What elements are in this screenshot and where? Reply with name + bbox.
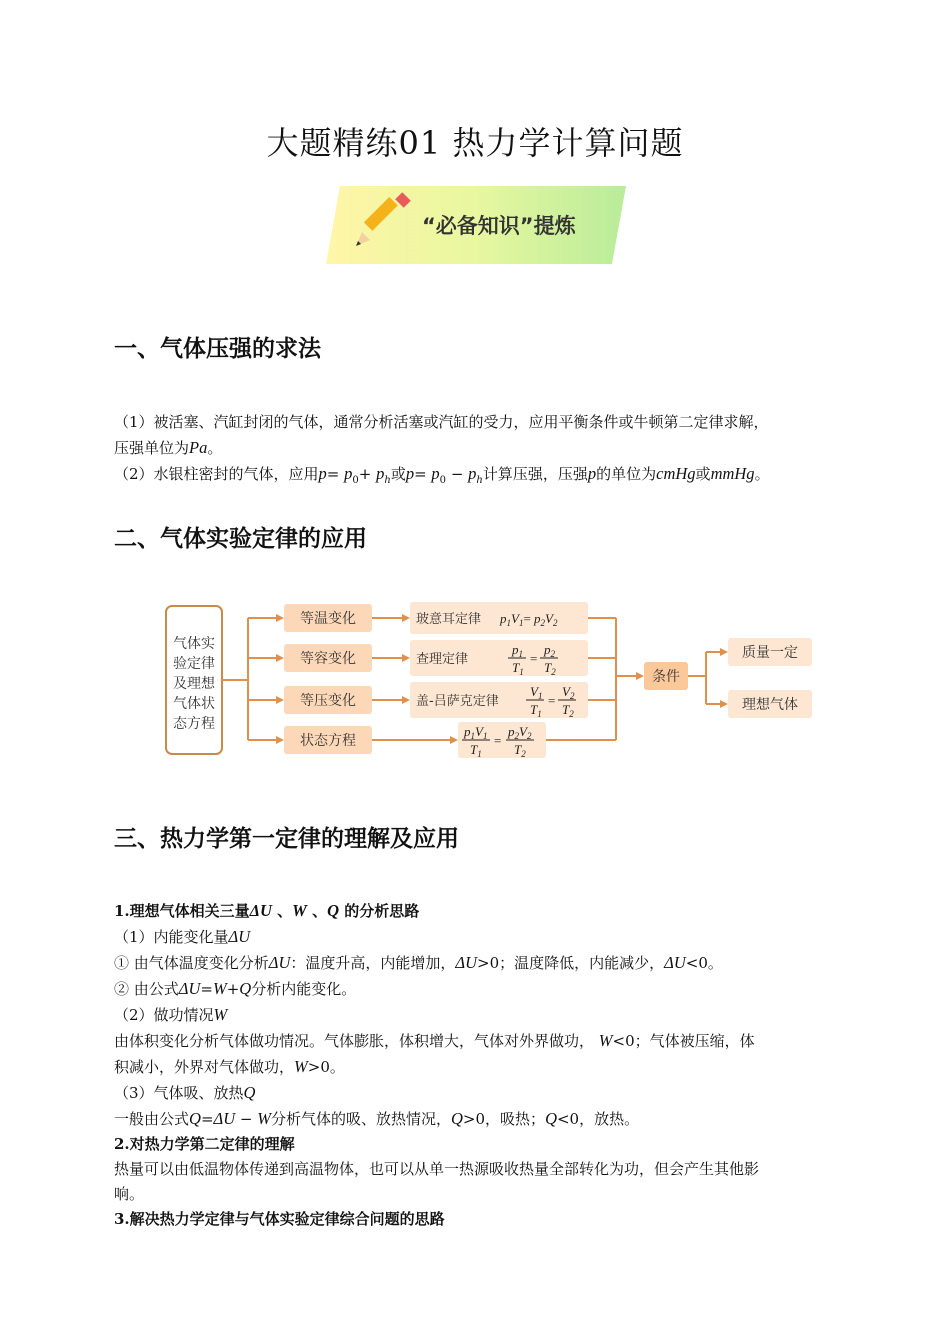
svg-text:=: =	[494, 733, 502, 748]
svg-text:p1V1= p2V2: $p_1V_1= p_2V_2$	[500, 611, 558, 628]
svg-text:T1: $T_1$	[512, 660, 524, 677]
knowledge-banner	[326, 184, 628, 268]
process-isothermal: 等温变化	[300, 611, 356, 627]
paragraph-1a: （1）被活塞、汽缸封闭的气体，通常分析活塞或汽缸的受力，应用平衡条件或牛顿第二定律求解，	[114, 413, 769, 431]
banner-text: “必备知识”提炼	[422, 214, 576, 238]
root-line-5: 态方程	[173, 716, 215, 732]
subsection-2-text-2: 响。	[114, 1185, 145, 1203]
result-ideal-gas: 理想气体	[742, 697, 798, 713]
section-2-heading: 二、气体实验定律的应用	[114, 526, 367, 552]
condition-box: 条件	[652, 669, 680, 685]
subsection-3-title: 3.解决热力学定律与气体实验定律综合问题的思路	[114, 1210, 445, 1228]
item-2-line-2: 积减小，外界对气体做功，W>0。	[114, 1057, 345, 1076]
subsection-2-text-1: 热量可以由低温物体传递到高温物体，也可以从单一热源吸收热量全部转化为功，但会产生其他影	[114, 1160, 760, 1178]
item-3-heading: （3）气体吸、放热Q	[114, 1083, 256, 1102]
law-gay-lussac: 盖-吕萨克定律	[416, 694, 499, 709]
svg-text:T1: $T_1$	[530, 702, 542, 719]
svg-text:p1V1: $p_1V_1$	[464, 724, 488, 741]
subsection-1-title: 1.理想气体相关三量ΔU 、W 、Q 的分析思路	[114, 901, 420, 920]
root-line-4: 气体状	[173, 696, 215, 712]
paragraph-2: （2）水银柱密封的气体，应用$p= p_0+ p_h$或$p= p_0 - p_h$计算压强，压强p的单位为cmHg或mmHg。	[114, 464, 770, 486]
item-2-line-1: 由体积变化分析气体做功情况。气体膨胀，体积增大，气体对外界做功， W<0；气体被压缩，体	[114, 1031, 755, 1050]
process-isobaric: 等压变化	[300, 693, 356, 709]
svg-text:V1: $V_1$	[530, 684, 543, 701]
svg-text:p1: $p_1$	[512, 642, 523, 659]
item-1-line-1: ① 由气体温度变化分析ΔU：温度升高，内能增加，ΔU>0；温度降低，内能减少，ΔU<0。	[114, 953, 723, 972]
svg-text:p2V2: $p_2V_2$	[508, 724, 532, 741]
root-line-3: 及理想	[173, 676, 215, 692]
item-2-heading: （2）做功情况W	[114, 1005, 228, 1024]
svg-text:=: =	[530, 651, 538, 666]
item-3-line-1: 一般由公式Q=ΔU − W分析气体的吸、放热情况，Q>0，吸热；Q<0，放热。	[114, 1109, 640, 1128]
process-state-equation: 状态方程	[300, 733, 356, 749]
svg-text:T2: $T_2$	[514, 742, 526, 759]
svg-text:V2: $V_2$	[562, 684, 575, 701]
svg-text:T1: $T_1$	[470, 742, 482, 759]
law-boyle: 玻意耳定律	[416, 612, 482, 627]
section-1-heading: 一、气体压强的求法	[114, 336, 321, 362]
section-3-heading: 三、热力学第一定律的理解及应用	[114, 826, 459, 852]
subsection-2-title: 2.对热力学第二定律的理解	[114, 1135, 295, 1153]
svg-text:p2: $p_2$	[544, 642, 555, 659]
root-line-1: 气体实	[173, 636, 215, 652]
item-1-heading: （1）内能变化量ΔU	[114, 927, 251, 946]
paragraph-1b: 压强单位为Pa。	[114, 438, 223, 457]
svg-text:T2: $T_2$	[562, 702, 574, 719]
law-charles: 查理定律	[416, 652, 469, 667]
root-line-2: 验定律	[173, 656, 215, 672]
page-title: 大题精练01 热力学计算问题	[266, 124, 684, 162]
gas-law-diagram	[160, 596, 820, 762]
result-mass-constant: 质量一定	[742, 645, 798, 661]
section-1-body	[114, 410, 844, 493]
svg-text:=: =	[548, 693, 556, 708]
process-isochoric: 等容变化	[300, 651, 356, 667]
svg-text:T2: $T_2$	[544, 660, 556, 677]
item-1-line-2: ② 由公式ΔU=W+Q分析内能变化。	[114, 979, 357, 998]
section-3-body	[114, 898, 844, 1232]
